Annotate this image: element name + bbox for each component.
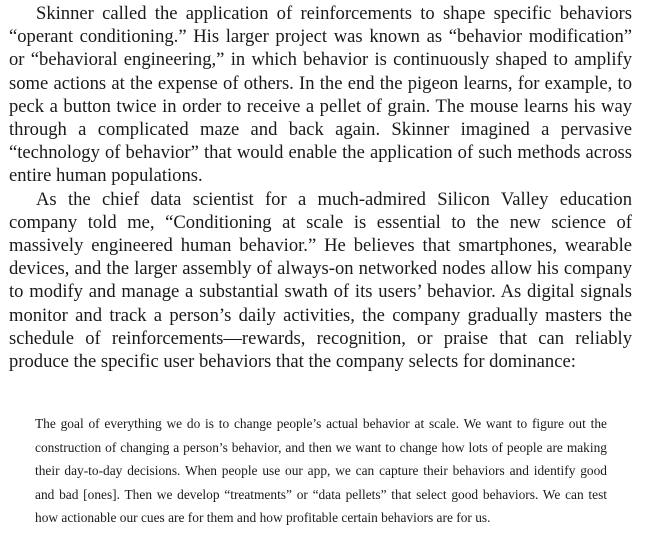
document-body: [9, 2, 632, 373]
block-quote: The goal of everything we do is to change people’s actual behavior at scale. We want to figure out the construction of changing a person’s behavior, and then we want to change how lots of people are making their day-to-day decisions. When people use our app, we can capture their behaviors and identify good and bad [ones]. Then we develop “treatments” or “data pellets” that select good behaviors. We can test how actionable our cues are for them and how profitable certain behaviors are for us.: [35, 416, 607, 526]
paragraph-conditioning-at-scale: As the chief data scientist for a much-admired Silicon Valley education company told me, “Conditioning at scale is essential to the new science of massively engineered human behavior.” He believes that smartphones, wearable devices, and the larger assembly of always-on networked nodes allow his company to modify and manage a substantial swath of its users’ behavior. As digital signals monitor and track a person’s daily activities, the company gradually masters the schedule of reinforcements—rewards, recognition, or praise that can reliably produce the specific user behaviors that the company selects for dominance:: [9, 188, 632, 373]
paragraph-operant-conditioning: Skinner called the application of reinforcements to shape specific behaviors “operant conditioning.” His larger project was known as “behavior modification” or “behavioral engineering,” in which behavior is continuously shaped to amplify some actions at the expense of others. In the end the pigeon learns, for example, to peck a button twice in order to receive a pellet of grain. The mouse learns his way through a complicated maze and back again. Skinner imagined a pervasive “technology of behavior” that would enable the application of such methods across entire human populations.: [9, 3, 632, 187]
